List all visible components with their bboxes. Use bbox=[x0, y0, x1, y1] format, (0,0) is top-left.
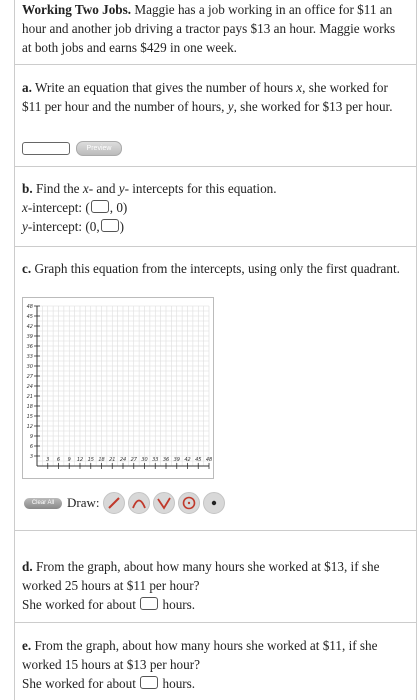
var-x: x bbox=[296, 80, 303, 95]
part-c-text: Graph this equation from the intercepts, using only the first quadrant. bbox=[34, 261, 400, 276]
x-tick-label: 3 bbox=[46, 457, 50, 463]
part-d-answer-prefix: She worked for about bbox=[22, 597, 136, 612]
part-b-question bbox=[22, 179, 407, 236]
part-d-text: From the graph, about how many hours she worked at $13, if she worked 25 hours at $11 per hour? bbox=[22, 559, 380, 593]
problem-text: Maggie has a job working in an office for $11 an hour and another job driving a tractor pays $13 an hour. Maggie works at both jobs and earns $429 in one week. bbox=[22, 2, 396, 55]
preview-button[interactable]: Preview bbox=[76, 141, 122, 156]
y-tick-label: 36 bbox=[26, 344, 33, 350]
y-tick-label: 42 bbox=[26, 324, 33, 330]
y-tick-label: 45 bbox=[26, 314, 33, 320]
divider bbox=[14, 530, 416, 531]
part-a-text: , she worked for $13 per hour. bbox=[233, 99, 393, 114]
graph-canvas[interactable] bbox=[22, 297, 214, 479]
part-e-answer-prefix: She worked for about bbox=[22, 676, 136, 691]
equation-input[interactable] bbox=[22, 142, 70, 155]
x-tick-label: 9 bbox=[67, 457, 71, 463]
x-tick-label: 24 bbox=[119, 457, 127, 463]
problem-intro bbox=[22, 0, 407, 57]
divider bbox=[14, 246, 416, 247]
y-intercept-tail: ) bbox=[119, 219, 125, 234]
x-tick-label: 15 bbox=[87, 457, 94, 463]
y-intercept-input[interactable] bbox=[101, 219, 119, 232]
y-tick-label: 39 bbox=[26, 334, 33, 340]
part-a-label: a. bbox=[22, 80, 32, 95]
draw-label: Draw: bbox=[67, 495, 100, 510]
var-x: x bbox=[22, 200, 28, 215]
var-x: x bbox=[82, 181, 89, 196]
y-tick-label: 3 bbox=[29, 454, 33, 460]
part-d-label: d. bbox=[22, 559, 33, 574]
part-d-answer-input[interactable] bbox=[140, 597, 158, 610]
clear-all-button[interactable]: Clear All bbox=[24, 498, 62, 509]
part-a-question bbox=[22, 78, 407, 116]
part-a-text: , she worked for $11 per hour and the number of hours, bbox=[22, 80, 388, 114]
divider bbox=[14, 64, 416, 65]
part-d-question bbox=[22, 557, 407, 614]
divider bbox=[14, 166, 416, 167]
divider bbox=[14, 622, 416, 623]
x-tick-label: 39 bbox=[173, 457, 180, 463]
y-tick-label: 21 bbox=[26, 394, 33, 400]
y-tick-label: 33 bbox=[26, 354, 33, 360]
problem-title: Working Two Jobs. bbox=[22, 2, 132, 17]
var-y: y bbox=[22, 219, 28, 234]
x-tick-label: 6 bbox=[56, 457, 61, 463]
graph-svg[interactable] bbox=[23, 298, 213, 478]
y-intercept-label: -intercept: (0, bbox=[27, 219, 100, 234]
part-c-question bbox=[22, 259, 407, 278]
part-e-label: e. bbox=[22, 638, 32, 653]
part-e-question bbox=[22, 636, 407, 693]
y-tick-label: 9 bbox=[29, 434, 33, 440]
x-tick-label: 12 bbox=[76, 457, 84, 463]
check-tool-icon[interactable] bbox=[153, 492, 175, 514]
x-tick-label: 18 bbox=[98, 457, 105, 463]
x-tick-label: 48 bbox=[205, 457, 213, 463]
y-tick-label: 24 bbox=[26, 384, 33, 390]
part-e-answer-suffix: hours. bbox=[162, 676, 196, 691]
var-y: y bbox=[227, 99, 234, 114]
y-tick-label: 15 bbox=[26, 414, 33, 420]
part-e-answer-input[interactable] bbox=[140, 676, 158, 689]
x-tick-label: 27 bbox=[130, 457, 137, 463]
part-b-text: - intercepts for this equation. bbox=[124, 181, 277, 196]
x-intercept-label: -intercept: ( bbox=[27, 200, 90, 215]
part-d-answer-suffix: hours. bbox=[162, 597, 196, 612]
part-b-label: b. bbox=[22, 181, 33, 196]
part-c-label: c. bbox=[22, 261, 32, 276]
y-tick-label: 27 bbox=[26, 374, 33, 380]
circle-tool-icon[interactable] bbox=[178, 492, 200, 514]
x-tick-label: 42 bbox=[184, 457, 191, 463]
var-y: y bbox=[118, 181, 125, 196]
y-tick-label: 6 bbox=[29, 444, 33, 450]
x-intercept-input[interactable] bbox=[91, 200, 109, 213]
x-tick-label: 30 bbox=[141, 457, 148, 463]
parabola-tool-icon[interactable] bbox=[128, 492, 150, 514]
y-tick-label: 12 bbox=[26, 424, 33, 430]
part-e-text: From the graph, about how many hours she worked at $11, if she worked 15 hours at $13 per hour? bbox=[22, 638, 378, 672]
y-tick-label: 48 bbox=[26, 304, 33, 310]
part-a-text: Write an equation that gives the number of hours bbox=[34, 80, 293, 95]
x-tick-label: 36 bbox=[162, 457, 170, 463]
x-intercept-tail: , 0) bbox=[109, 200, 128, 215]
x-tick-label: 21 bbox=[109, 457, 116, 463]
y-tick-label: 18 bbox=[26, 404, 33, 410]
x-tick-label: 33 bbox=[152, 457, 159, 463]
x-tick-label: 45 bbox=[195, 457, 202, 463]
y-tick-label: 30 bbox=[26, 364, 33, 370]
line-tool-icon[interactable] bbox=[103, 492, 125, 514]
point-tool-icon[interactable] bbox=[203, 492, 225, 514]
part-b-text: Find the bbox=[35, 181, 80, 196]
part-b-text: - and bbox=[88, 181, 116, 196]
